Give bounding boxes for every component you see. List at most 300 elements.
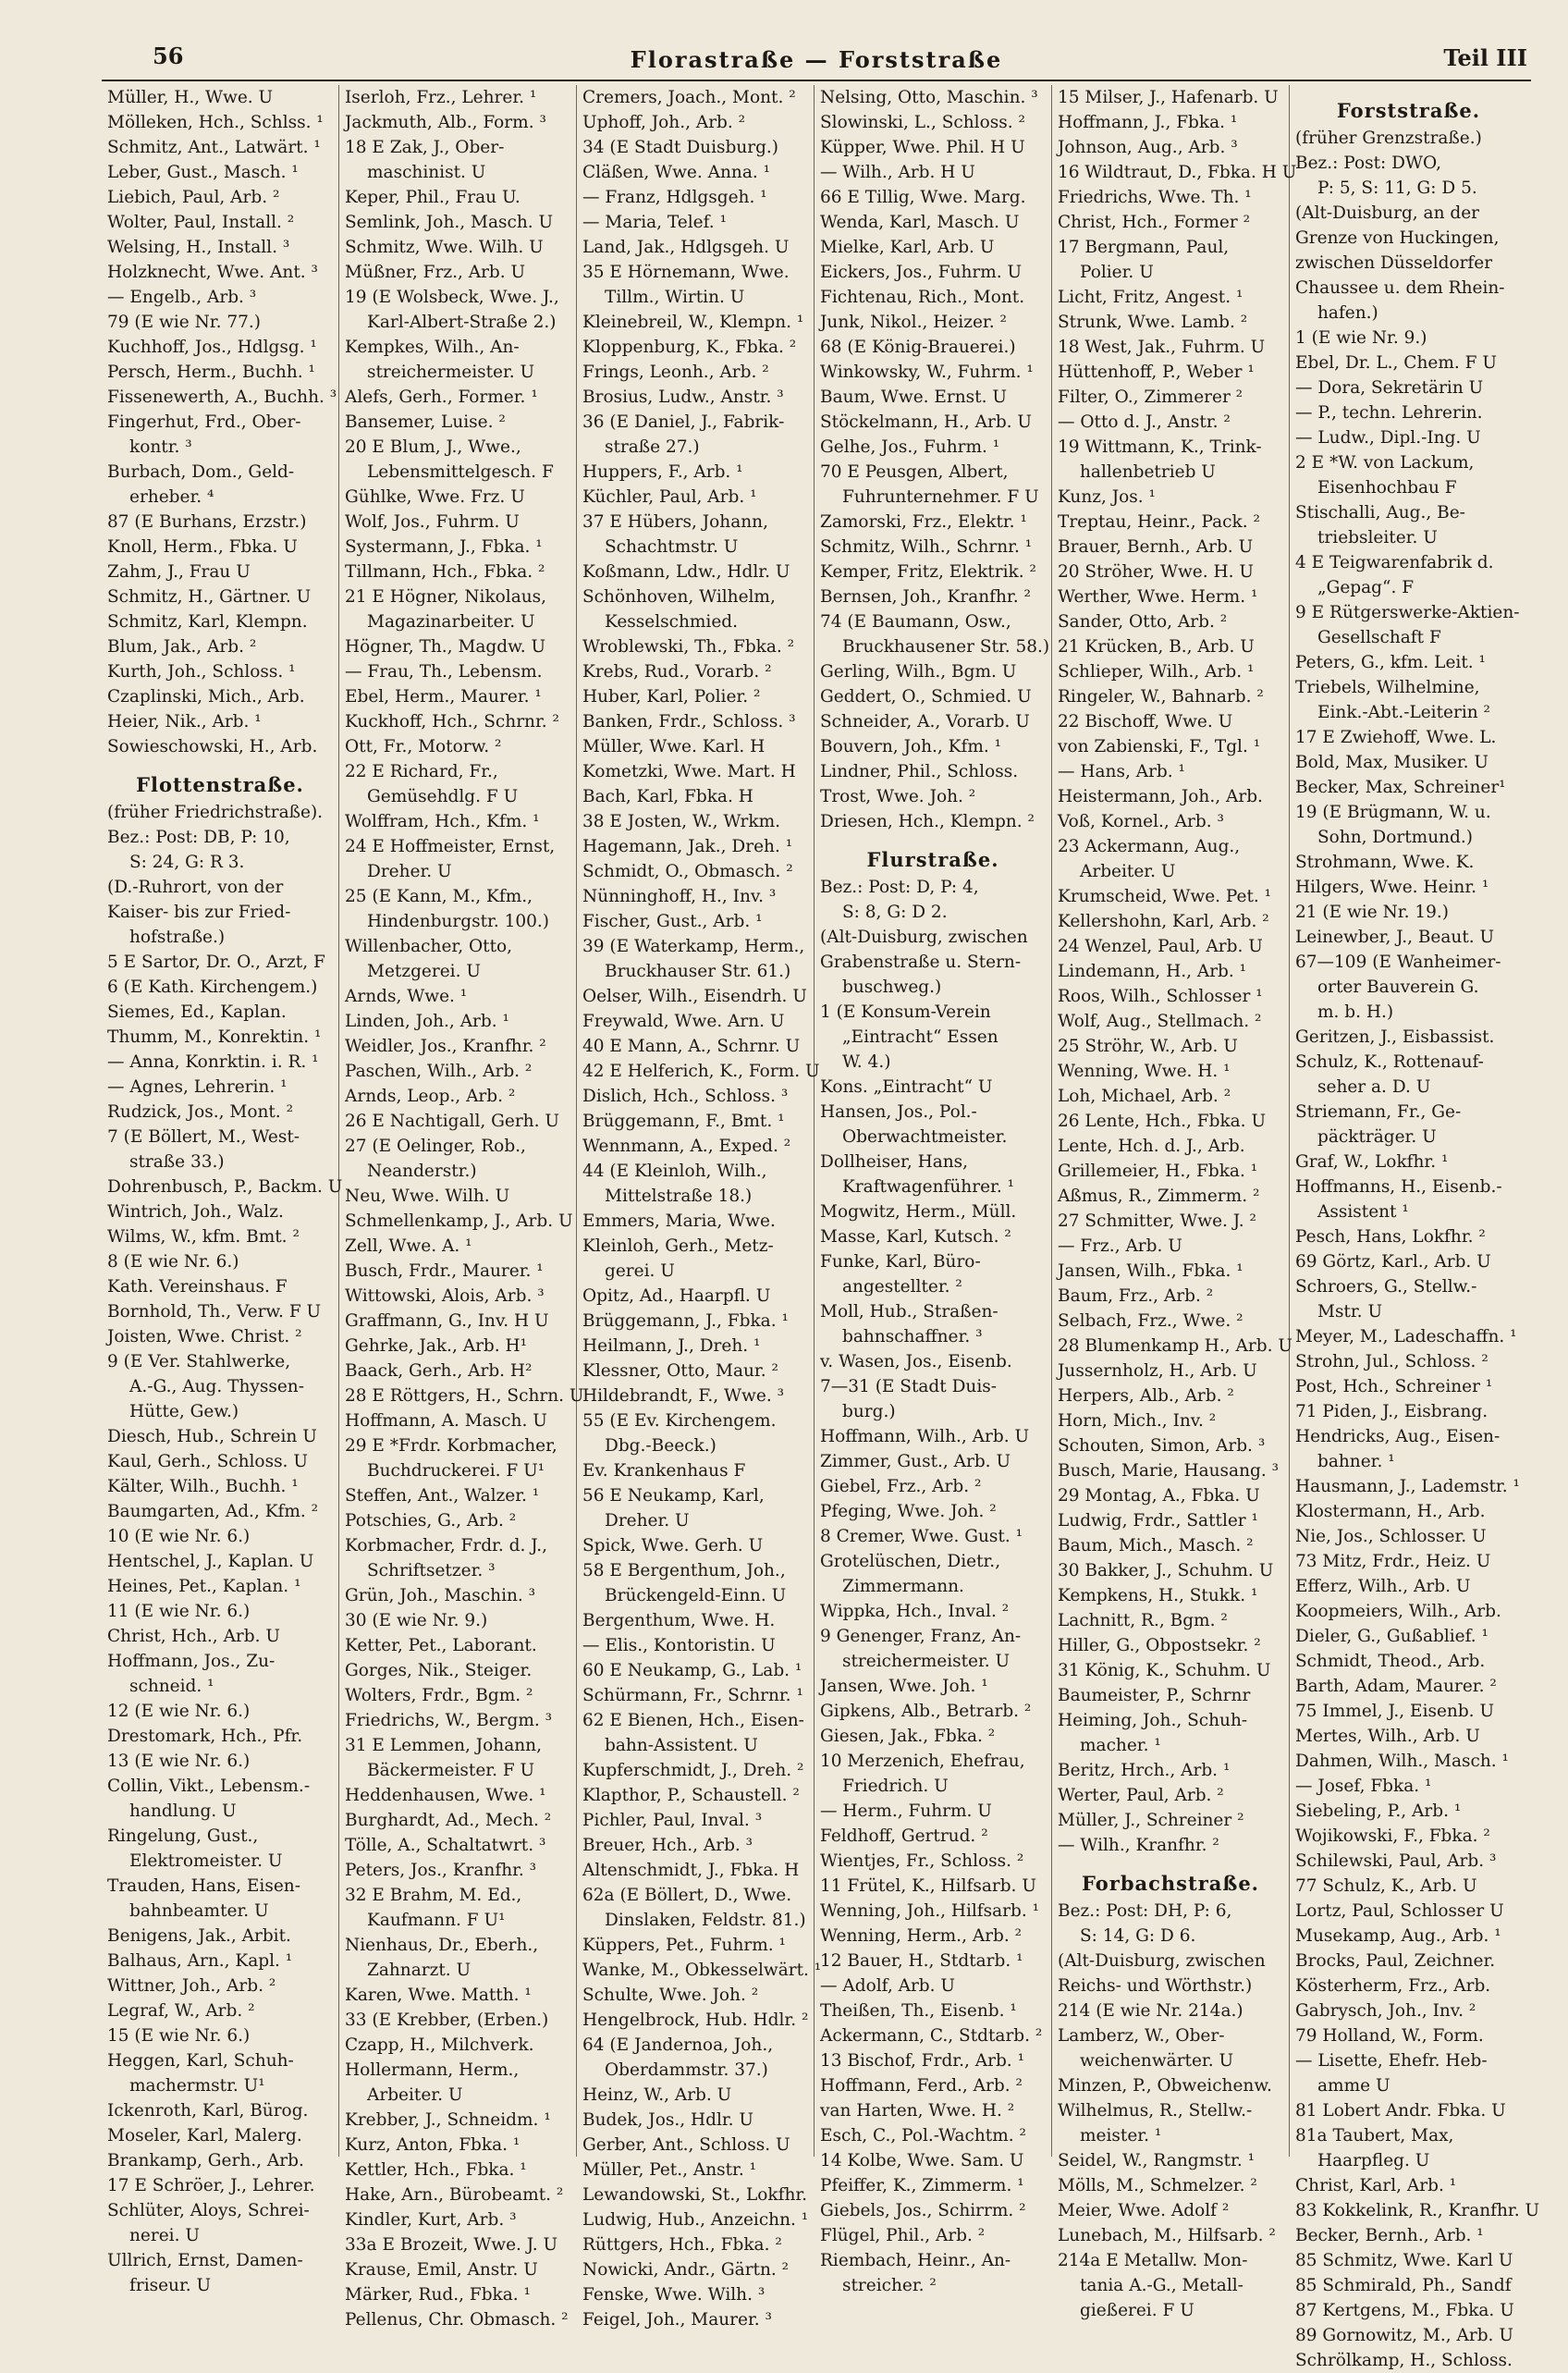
directory-entry: Gerling, Wilh., Bgm. U bbox=[820, 662, 1017, 682]
directory-entry: Fichtenau, Rich., Mont. bbox=[820, 288, 1025, 307]
directory-entry: Krause, Emil, Anstr. U bbox=[345, 2260, 538, 2280]
directory-entry: 1 (E wie Nr. 9.) bbox=[1295, 328, 1427, 348]
directory-entry: Högner, Th., Magdw. U bbox=[345, 637, 546, 657]
directory-entry: Hoffmann, Wilh., Arb. U bbox=[820, 1427, 1030, 1446]
directory-entry: Baumgarten, Ad., Kfm. ² bbox=[107, 1502, 319, 1521]
directory-entry: Brauer, Bernh., Arb. U bbox=[1058, 537, 1254, 557]
directory-entry: Emmers, Maria, Wwe. bbox=[582, 1211, 776, 1231]
directory-entry: Bez.: Post: DWO, bbox=[1295, 154, 1441, 173]
directory-entry: 85 Schmirald, Ph., Sandf bbox=[1295, 2276, 1512, 2295]
directory-entry: Tillmann, Hch., Fbka. ² bbox=[345, 562, 545, 582]
directory-entry: Brüggemann, J., Fbka. ¹ bbox=[582, 1311, 789, 1331]
directory-entry: Gesellschaft F bbox=[1317, 628, 1441, 647]
directory-entry: 16 Wildtraut, D., Fbka. H U bbox=[1058, 163, 1297, 182]
directory-entry: Elektromeister. U bbox=[129, 1851, 283, 1871]
street-heading: Flottenstraße. bbox=[136, 773, 304, 796]
directory-entry: Schilewski, Paul, Arb. ³ bbox=[1295, 1851, 1497, 1871]
directory-entry: 9 (E Ver. Stahlwerke, bbox=[107, 1352, 291, 1371]
directory-entry: Licht, Fritz, Angest. ¹ bbox=[1058, 288, 1243, 307]
directory-entry: — Engelb., Arb. ³ bbox=[107, 288, 257, 307]
directory-entry: Johnson, Aug., Arb. ³ bbox=[1058, 138, 1238, 157]
directory-entry: hafen.) bbox=[1317, 303, 1378, 323]
directory-entry: amme U bbox=[1317, 2076, 1390, 2096]
directory-entry: 8 Cremer, Wwe. Gust. ¹ bbox=[820, 1527, 1023, 1546]
directory-entry: Christ, Hch., Former ² bbox=[1058, 213, 1251, 232]
directory-entry: triebsleiter. U bbox=[1317, 528, 1438, 547]
directory-entry: Hoffmann, J., Fbka. ¹ bbox=[1058, 113, 1238, 132]
directory-entry: Dollheiser, Hans, bbox=[820, 1152, 969, 1172]
directory-entry: Persch, Herm., Buchh. ¹ bbox=[107, 363, 315, 382]
directory-entry: Müller, H., Wwe. U bbox=[107, 88, 274, 107]
directory-entry: — Wilh., Kranfhr. ² bbox=[1058, 1836, 1219, 1855]
directory-entry: Grotelüschen, Dietr., bbox=[820, 1552, 1001, 1571]
directory-entry: kontr. ³ bbox=[129, 437, 192, 457]
directory-entry: Feigel, Joh., Maurer. ³ bbox=[582, 2310, 772, 2330]
directory-entry: Ackermann, C., Stdtarb. ² bbox=[820, 2026, 1043, 2046]
directory-entry: Burbach, Dom., Geld- bbox=[107, 462, 295, 482]
directory-entry: Hüttenhoff, P., Weber ¹ bbox=[1058, 363, 1255, 382]
directory-entry: Schmitz, Ant., Latwärt. ¹ bbox=[107, 138, 321, 157]
directory-entry: Ickenroth, Karl, Bürog. bbox=[107, 2101, 309, 2121]
directory-entry: Lente, Hch. d. J., Arb. bbox=[1058, 1137, 1245, 1156]
directory-entry: Kempkens, H., Stukk. ¹ bbox=[1058, 1586, 1258, 1605]
directory-entry: Dreher. U bbox=[367, 862, 452, 881]
directory-entry: zwischen Düsseldorfer bbox=[1295, 253, 1493, 273]
directory-entry: Hoffmann, A. Masch. U bbox=[345, 1411, 547, 1431]
directory-entry: angestellter. ² bbox=[842, 1277, 962, 1297]
directory-entry: Schmitz, H., Gärtner. U bbox=[107, 587, 312, 607]
directory-entry: Fischer, Gust., Arb. ¹ bbox=[582, 912, 763, 931]
directory-entry: 20 Ströher, Wwe. H. U bbox=[1058, 562, 1254, 582]
directory-entry: Schroers, G., Stellw.- bbox=[1295, 1277, 1477, 1297]
directory-entry: Lewandowski, St., Lokfhr. bbox=[582, 2185, 808, 2205]
directory-entry: 24 E Hoffmeister, Ernst, bbox=[345, 837, 556, 856]
directory-entry: Becker, Max, Schreiner¹ bbox=[1295, 778, 1506, 797]
directory-entry: Esch, C., Pol.-Wachtm. ² bbox=[820, 2126, 1026, 2146]
directory-entry: streichermeister. U bbox=[367, 363, 535, 382]
directory-entry: Klostermann, H., Arb. bbox=[1295, 1502, 1486, 1521]
directory-entry: Semlink, Joh., Masch. U bbox=[345, 213, 554, 232]
directory-entry: 40 E Mann, A., Schrnr. U bbox=[582, 1037, 801, 1056]
directory-entry: 19 (E Wolsbeck, Wwe. J., bbox=[345, 288, 559, 307]
street-heading: Flurstraße. bbox=[866, 848, 999, 871]
directory-entry: Schachtmstr. U bbox=[605, 537, 739, 557]
directory-entry: Mölleken, Hch., Schlss. ¹ bbox=[107, 113, 324, 132]
directory-entry: Spick, Wwe. Gerh. U bbox=[582, 1536, 764, 1555]
directory-entry: Minzen, P., Obweichenw. bbox=[1058, 2076, 1272, 2096]
directory-entry: Ringelung, Gust., bbox=[107, 1826, 259, 1846]
directory-entry: Schulz, K., Rottenauf- bbox=[1295, 1052, 1484, 1072]
directory-columns bbox=[102, 85, 1540, 2370]
directory-entry: 62 E Bienen, Hch., Eisen- bbox=[582, 1711, 804, 1730]
directory-entry: Schouten, Simon, Arb. ³ bbox=[1058, 1436, 1266, 1456]
directory-entry: Assistent ¹ bbox=[1317, 1202, 1409, 1222]
directory-entry: Mölls, M., Schmelzer. ² bbox=[1058, 2176, 1257, 2195]
directory-entry: Jansen, Wwe. Joh. ¹ bbox=[820, 1677, 988, 1696]
directory-entry: A.-G., Aug. Thyssen- bbox=[129, 1377, 304, 1396]
directory-entry: Arnds, Wwe. ¹ bbox=[345, 987, 468, 1006]
directory-entry: Nelsing, Otto, Maschin. ³ bbox=[820, 88, 1038, 107]
directory-entry: Funke, Karl, Büro- bbox=[820, 1252, 981, 1272]
directory-entry: 39 (E Waterkamp, Herm., bbox=[582, 937, 805, 956]
directory-entry: Siebeling, P., Arb. ¹ bbox=[1295, 1801, 1462, 1821]
directory-entry: 58 E Bergenthum, Joh., bbox=[582, 1561, 786, 1580]
directory-entry: Pfeiffer, K., Zimmerm. ¹ bbox=[820, 2176, 1024, 2195]
directory-entry: Kloppenburg, K., Fbka. ² bbox=[582, 338, 797, 357]
directory-entry: Kuchhoff, Jos., Hdlgsg. ¹ bbox=[107, 338, 317, 357]
directory-entry: Keper, Phil., Frau U. bbox=[345, 188, 521, 207]
directory-entry: Heggen, Karl, Schuh- bbox=[107, 2051, 294, 2071]
directory-entry: 33a E Brozeit, Wwe. J. U bbox=[345, 2235, 558, 2255]
directory-entry: Systermann, J., Fbka. ¹ bbox=[345, 537, 543, 557]
directory-entry: — Agnes, Lehrerin. ¹ bbox=[107, 1077, 288, 1097]
directory-entry: tania A.-G., Metall- bbox=[1080, 2276, 1243, 2295]
directory-entry: 74 (E Baumann, Osw., bbox=[820, 612, 1011, 632]
directory-entry: Hoffmann, Ferd., Arb. ² bbox=[820, 2076, 1023, 2096]
directory-entry: Ludwig, Hub., Anzeichn. ¹ bbox=[582, 2210, 809, 2230]
directory-entry: Altenschmidt, J., Fbka. H bbox=[582, 1861, 800, 1880]
directory-entry: Hagemann, Jak., Dreh. ¹ bbox=[582, 837, 793, 856]
directory-entry: Joisten, Wwe. Christ. ² bbox=[107, 1327, 302, 1346]
directory-entry: Huppers, F., Arb. ¹ bbox=[582, 462, 743, 482]
directory-entry: Eink.-Abt.-Leiterin ² bbox=[1317, 703, 1490, 722]
directory-entry: Oberdammstr. 37.) bbox=[605, 2060, 768, 2080]
directory-entry: Barth, Adam, Maurer. ² bbox=[1295, 1677, 1497, 1696]
directory-entry: gerei. U bbox=[605, 1261, 675, 1281]
directory-entry: Schmitz, Wilh., Schrnr. ¹ bbox=[820, 537, 1033, 557]
directory-entry: Karl-Albert-Straße 2.) bbox=[367, 313, 557, 332]
directory-entry: 81 Lobert Andr. Fbka. U bbox=[1295, 2101, 1506, 2121]
directory-entry: Wolffram, Hch., Kfm. ¹ bbox=[345, 812, 540, 831]
directory-entry: Leinewber, J., Beaut. U bbox=[1295, 928, 1495, 947]
directory-entry: Hansen, Jos., Pol.- bbox=[820, 1102, 977, 1122]
directory-entry: 2 E *W. von Lackum, bbox=[1295, 453, 1475, 473]
directory-entry: 10 (E wie Nr. 6.) bbox=[107, 1527, 251, 1546]
directory-entry: Bornhold, Th., Verw. F U bbox=[107, 1302, 322, 1322]
directory-entry: Gehrke, Jak., Arb. H¹ bbox=[345, 1336, 528, 1356]
directory-entry: Baack, Gerh., Arb. H² bbox=[345, 1361, 533, 1381]
directory-entry: Brankamp, Gerh., Arb. bbox=[107, 2151, 304, 2170]
directory-entry: 5 E Sartor, Dr. O., Arzt, F bbox=[107, 953, 325, 972]
directory-entry: 73 Mitz, Frdr., Heiz. U bbox=[1295, 1552, 1491, 1571]
directory-entry: Schmidt, Theod., Arb. bbox=[1295, 1652, 1486, 1671]
directory-entry: Reichs- und Wörthstr.) bbox=[1058, 1976, 1253, 1996]
directory-entry: Zimmer, Gust., Arb. U bbox=[820, 1452, 1011, 1471]
directory-entry: machermstr. U¹ bbox=[129, 2076, 265, 2096]
directory-entry: — Otto d. J., Anstr. ² bbox=[1058, 412, 1231, 432]
directory-entry: von Zabienski, F., Tgl. ¹ bbox=[1058, 737, 1261, 756]
directory-entry: gießerei. F U bbox=[1080, 2301, 1194, 2320]
directory-entry: Gabrysch, Joh., Inv. ² bbox=[1295, 2001, 1476, 2021]
directory-entry: Iserloh, Frz., Lehrer. ¹ bbox=[345, 88, 537, 107]
column-4 bbox=[815, 85, 1052, 2295]
directory-entry: — Frau, Th., Lebensm. bbox=[345, 662, 543, 682]
directory-entry: 85 Schmitz, Wwe. Karl U bbox=[1295, 2251, 1513, 2270]
directory-entry: erheber. ⁴ bbox=[129, 487, 214, 507]
directory-entry: Ott, Fr., Motorw. ² bbox=[345, 737, 502, 756]
directory-entry: Eickers, Jos., Fuhrm. U bbox=[820, 263, 1023, 282]
directory-entry: 10 Merzenich, Ehefrau, bbox=[820, 1752, 1025, 1771]
directory-entry: straße 27.) bbox=[605, 437, 700, 457]
directory-entry: Wroblewski, Th., Fbka. ² bbox=[582, 637, 795, 657]
directory-entry: Filter, O., Zimmerer ² bbox=[1058, 387, 1243, 407]
directory-entry: 68 (E König-Brauerei.) bbox=[820, 338, 1016, 357]
directory-entry: — Maria, Telef. ¹ bbox=[582, 213, 727, 232]
directory-entry: 89 Gornowitz, M., Arb. U bbox=[1295, 2326, 1513, 2345]
column-1 bbox=[102, 85, 343, 2295]
directory-entry: W. 4.) bbox=[842, 1052, 891, 1072]
directory-entry: Wenning, Joh., Hilfsarb. ¹ bbox=[820, 1901, 1040, 1921]
directory-entry: 79 Holland, W., Form. bbox=[1295, 2026, 1484, 2046]
directory-entry: 19 Wittmann, K., Trink- bbox=[1058, 437, 1262, 457]
directory-entry: Grenze von Huckingen, bbox=[1295, 228, 1500, 248]
directory-entry: Stischalli, Aug., Be- bbox=[1295, 503, 1465, 523]
page-header bbox=[102, 35, 1531, 81]
directory-entry: S: 14, G: D 6. bbox=[1080, 1926, 1196, 1946]
directory-entry: Klapthor, P., Schaustell. ² bbox=[582, 1786, 800, 1805]
directory-entry: Buchdruckerei. F U¹ bbox=[367, 1461, 545, 1481]
directory-entry: Wenning, Herm., Arb. ² bbox=[820, 1926, 1023, 1946]
directory-entry: 26 Lente, Hch., Fbka. U bbox=[1058, 1112, 1267, 1131]
part-label: Teil III bbox=[1443, 44, 1527, 71]
directory-entry: Fingerhut, Frd., Ober- bbox=[107, 412, 301, 432]
directory-entry: 87 Kertgens, M., Fbka. U bbox=[1295, 2301, 1514, 2320]
directory-entry: Hake, Arn., Bürobeamt. ² bbox=[345, 2185, 564, 2205]
directory-entry: Hoffmanns, H., Eisenb.- bbox=[1295, 1177, 1502, 1197]
directory-entry: Kons. „Eintracht“ U bbox=[820, 1077, 993, 1097]
directory-entry: Jansen, Wilh., Fbka. ¹ bbox=[1058, 1261, 1243, 1281]
directory-entry: Oelser, Wilh., Eisendrh. U bbox=[582, 987, 807, 1006]
directory-entry: Werter, Paul, Arb. ² bbox=[1058, 1786, 1224, 1805]
directory-entry: Karen, Wwe. Matth. ¹ bbox=[345, 1986, 532, 2005]
directory-entry: Gühlke, Wwe. Frz. U bbox=[345, 487, 525, 507]
directory-entry: 60 E Neukamp, G., Lab. ¹ bbox=[582, 1661, 802, 1680]
directory-entry: 214 (E wie Nr. 214a.) bbox=[1058, 2001, 1243, 2021]
directory-entry: Magazinarbeiter. U bbox=[367, 612, 535, 632]
directory-entry: Pellenus, Chr. Obmasch. ² bbox=[345, 2310, 569, 2330]
directory-entry: Wilhelmus, R., Stellw.- bbox=[1058, 2101, 1253, 2121]
directory-entry: Pichler, Paul, Inval. ³ bbox=[582, 1811, 763, 1830]
directory-entry: Heines, Pet., Kaplan. ¹ bbox=[107, 1577, 301, 1596]
directory-entry: Balhaus, Arn., Kapl. ¹ bbox=[107, 1951, 293, 1971]
directory-entry: Nie, Jos., Schlosser. U bbox=[1295, 1527, 1487, 1546]
directory-entry: Schmitz, Wwe. Wilh. U bbox=[345, 238, 544, 257]
directory-entry: Neanderstr.) bbox=[367, 1162, 477, 1181]
directory-entry: Stöckelmann, H., Arb. U bbox=[820, 412, 1033, 432]
directory-entry: Wolf, Jos., Fuhrm. U bbox=[345, 512, 520, 532]
directory-entry: Lortz, Paul, Schlosser U bbox=[1295, 1901, 1504, 1921]
street-heading: Forststraße. bbox=[1336, 99, 1481, 122]
directory-entry: Cremers, Joach., Mont. ² bbox=[582, 88, 796, 107]
directory-entry: Baum, Mich., Masch. ² bbox=[1058, 1536, 1254, 1555]
directory-entry: Dislich, Hch., Schloss. ³ bbox=[582, 1087, 789, 1106]
directory-entry: Zahm, J., Frau U bbox=[107, 562, 251, 582]
directory-entry: Brocks, Paul, Zeichner. bbox=[1295, 1951, 1496, 1971]
directory-entry: Paschen, Wilh., Arb. ² bbox=[345, 1062, 533, 1081]
directory-entry: Bold, Max, Musiker. U bbox=[1295, 753, 1489, 772]
directory-entry: Czapp, H., Milchverk. bbox=[345, 2035, 534, 2055]
directory-entry: 28 E Röttgers, H., Schrn. U bbox=[345, 1386, 584, 1406]
directory-entry: Jackmuth, Alb., Form. ³ bbox=[345, 113, 546, 132]
directory-entry: — Herm., Fuhrm. U bbox=[820, 1801, 992, 1821]
directory-entry: Schlüter, Aloys, Schrei- bbox=[107, 2201, 310, 2220]
directory-entry: Junk, Nikol., Heizer. ² bbox=[820, 313, 1007, 332]
directory-entry: 214a E Metallw. Mon- bbox=[1058, 2251, 1248, 2270]
directory-entry: 27 Schmitter, Wwe. J. ² bbox=[1058, 1211, 1256, 1231]
directory-entry: Trost, Wwe. Joh. ² bbox=[820, 787, 976, 806]
directory-entry: Strohn, Jul., Schloss. ² bbox=[1295, 1352, 1488, 1371]
directory-entry: Welsing, H., Install. ³ bbox=[107, 238, 290, 257]
directory-entry: Nünninghoff, H., Inv. ³ bbox=[582, 887, 777, 906]
directory-entry: Graf, W., Lokfhr. ¹ bbox=[1295, 1152, 1449, 1172]
directory-entry: Rüttgers, Hch., Fbka. ² bbox=[582, 2235, 782, 2255]
directory-entry: Triebels, Wilhelmine, bbox=[1295, 678, 1480, 697]
directory-entry: Hiller, G., Obpostsekr. ² bbox=[1058, 1636, 1261, 1655]
directory-entry: 34 (E Stadt Duisburg.) bbox=[582, 138, 779, 157]
directory-entry: 8 (E wie Nr. 6.) bbox=[107, 1252, 239, 1272]
directory-entry: Peters, Jos., Kranfhr. ³ bbox=[345, 1861, 537, 1880]
directory-entry: Giebel, Frz., Arb. ² bbox=[820, 1477, 982, 1496]
page-title: Florastraße — Forststraße bbox=[630, 46, 1003, 73]
directory-entry: Wilms, W., kfm. Bmt. ² bbox=[107, 1227, 300, 1247]
directory-entry: Dreher. U bbox=[605, 1511, 690, 1531]
directory-entry: Collin, Vikt., Lebensm.- bbox=[107, 1777, 311, 1796]
directory-entry: Wennmann, A., Exped. ² bbox=[582, 1137, 791, 1156]
directory-entry: P: 5, S: 11, G: D 5. bbox=[1317, 178, 1477, 198]
directory-entry: Schriftsetzer. ³ bbox=[367, 1561, 496, 1580]
directory-entry: 7—31 (E Stadt Duis- bbox=[820, 1377, 997, 1396]
directory-entry: Brosius, Ludw., Anstr. ³ bbox=[582, 387, 784, 407]
directory-entry: 24 Wenzel, Paul, Arb. U bbox=[1058, 937, 1263, 956]
directory-entry: Nowicki, Andr., Gärtn. ² bbox=[582, 2260, 790, 2280]
directory-entry: Christ, Karl, Arb. ¹ bbox=[1295, 2176, 1457, 2195]
directory-entry: S: 8, G: D 2. bbox=[842, 903, 948, 922]
directory-entry: Hütte, Gew.) bbox=[129, 1402, 239, 1421]
directory-entry: Zimmermann. bbox=[842, 1577, 964, 1596]
directory-entry: Kindler, Kurt, Arb. ³ bbox=[345, 2210, 517, 2230]
directory-entry: Becker, Bernh., Arb. ¹ bbox=[1295, 2226, 1484, 2245]
directory-entry: Voß, Kornel., Arb. ³ bbox=[1058, 812, 1224, 831]
directory-entry: Heinz, W., Arb. U bbox=[582, 2085, 732, 2105]
directory-entry: Lebensmittelgesch. F bbox=[367, 462, 554, 482]
directory-entry: 1 (E Konsum-Verein bbox=[820, 1002, 991, 1022]
directory-entry: Brüggemann, F., Bmt. ¹ bbox=[582, 1112, 785, 1131]
directory-entry: Ullrich, Ernst, Damen- bbox=[107, 2251, 303, 2270]
directory-entry: — Frz., Arb. U bbox=[1058, 1236, 1182, 1256]
directory-entry: Bansemer, Luise. ² bbox=[345, 412, 506, 432]
directory-entry: Müller, Wwe. Karl. H bbox=[582, 737, 766, 756]
directory-entry: 38 E Josten, W., Wrkm. bbox=[582, 812, 780, 831]
directory-entry: (Alt-Duisburg, an der bbox=[1295, 203, 1480, 223]
directory-entry: Wittowski, Alois, Arb. ³ bbox=[345, 1286, 545, 1306]
directory-entry: hallenbetrieb U bbox=[1080, 462, 1216, 482]
directory-entry: Kraftwagenführer. ¹ bbox=[842, 1177, 1015, 1197]
directory-entry: Riembach, Heinr., An- bbox=[820, 2251, 1011, 2270]
directory-entry: Gerber, Ant., Schloss. U bbox=[582, 2135, 790, 2155]
directory-entry: Baum, Frz., Arb. ² bbox=[1058, 1286, 1214, 1306]
directory-entry: Schlieper, Wilh., Arb. ¹ bbox=[1058, 662, 1255, 682]
directory-entry: 31 König, K., Schuhm. U bbox=[1058, 1661, 1271, 1680]
directory-entry: Wenda, Karl, Masch. U bbox=[820, 213, 1020, 232]
directory-entry: van Harten, Wwe. H. ² bbox=[820, 2101, 1015, 2121]
directory-entry: 75 Immel, J., Eisenb. U bbox=[1295, 1702, 1495, 1721]
directory-entry: — Hans, Arb. ¹ bbox=[1058, 762, 1185, 781]
directory-entry: Koßmann, Ldw., Hdlr. U bbox=[582, 562, 790, 582]
directory-entry: Hindenburgstr. 100.) bbox=[367, 912, 550, 931]
directory-entry: Bruckhausener Str. 58.) bbox=[842, 637, 1050, 657]
directory-entry: Kunz, Jos. ¹ bbox=[1058, 487, 1156, 507]
directory-entry: 31 E Lemmen, Johann, bbox=[345, 1736, 542, 1755]
directory-entry: Hausmann, J., Lademstr. ¹ bbox=[1295, 1477, 1520, 1496]
directory-entry: Dieler, G., Gußablief. ¹ bbox=[1295, 1627, 1488, 1646]
directory-entry: Wojikowski, F., Fbka. ² bbox=[1295, 1826, 1490, 1846]
page-number: 56 bbox=[153, 43, 184, 69]
directory-entry: Kellershohn, Karl, Arb. ² bbox=[1058, 912, 1269, 931]
directory-entry: Heiming, Joh., Schuh- bbox=[1058, 1711, 1248, 1730]
directory-entry: Wittner, Joh., Arb. ² bbox=[107, 1976, 276, 1996]
directory-entry: 36 (E Daniel, J., Fabrik- bbox=[582, 412, 785, 432]
directory-entry: Küpper, Wwe. Phil. H U bbox=[820, 138, 1025, 157]
directory-entry: 18 E Zak, J., Ober- bbox=[345, 138, 505, 157]
directory-entry: Schönhoven, Wilhelm, bbox=[582, 587, 776, 607]
directory-entry: Ebel, Herm., Maurer. ¹ bbox=[345, 687, 542, 707]
directory-entry: 62a (E Böllert, D., Wwe. bbox=[582, 1886, 792, 1905]
directory-entry: 4 E Teigwarenfabrik d. bbox=[1295, 553, 1494, 572]
directory-entry: Kupferschmidt, J., Dreh. ² bbox=[582, 1761, 804, 1780]
directory-entry: Ev. Krankenhaus F bbox=[582, 1461, 746, 1481]
directory-entry: Uphoff, Joh., Arb. ² bbox=[582, 113, 746, 132]
directory-entry: — Anna, Konrktin. i. R. ¹ bbox=[107, 1052, 319, 1072]
directory-entry: Bergenthum, Wwe. H. bbox=[582, 1611, 776, 1630]
directory-entry: Dinslaken, Feldstr. 81.) bbox=[605, 1911, 806, 1930]
directory-entry: Slowinski, L., Schloss. ² bbox=[820, 113, 1025, 132]
directory-entry: 55 (E Ev. Kirchengem. bbox=[582, 1411, 777, 1431]
directory-entry: Tillm., Wirtin. U bbox=[605, 288, 745, 307]
directory-entry: 37 E Hübers, Johann, bbox=[582, 512, 768, 532]
directory-entry: Zahnarzt. U bbox=[367, 1961, 472, 1980]
directory-entry: Blum, Jak., Arb. ² bbox=[107, 637, 257, 657]
directory-entry: maschinist. U bbox=[367, 163, 486, 182]
directory-entry: 12 (E wie Nr. 6.) bbox=[107, 1702, 251, 1721]
directory-entry: Sander, Otto, Arb. ² bbox=[1058, 612, 1228, 632]
directory-entry: Bernsen, Joh., Kranfhr. ² bbox=[820, 587, 1031, 607]
directory-entry: Legraf, W., Arb. ² bbox=[107, 2001, 255, 2021]
directory-entry: Kaiser- bis zur Fried- bbox=[107, 903, 291, 922]
directory-entry: 81a Taubert, Max, bbox=[1295, 2126, 1454, 2146]
directory-entry: Heddenhausen, Wwe. ¹ bbox=[345, 1786, 546, 1805]
directory-entry: Kösterherm, Frz., Arb. bbox=[1295, 1976, 1491, 1996]
directory-entry: Wolf, Aug., Stellmach. ² bbox=[1058, 1012, 1262, 1031]
directory-entry: Selbach, Frz., Wwe. ² bbox=[1058, 1311, 1243, 1331]
directory-entry: Aßmus, R., Zimmerm. ² bbox=[1058, 1186, 1260, 1206]
directory-entry: Moll, Hub., Straßen- bbox=[820, 1302, 998, 1322]
directory-entry: 21 (E wie Nr. 19.) bbox=[1295, 903, 1450, 922]
directory-entry: Benigens, Jak., Arbit. bbox=[107, 1926, 291, 1946]
directory-entry: Frings, Leonh., Arb. ² bbox=[582, 363, 769, 382]
directory-entry: Ebel, Dr. L., Chem. F U bbox=[1295, 353, 1497, 373]
directory-entry: Leber, Gust., Masch. ¹ bbox=[107, 163, 299, 182]
directory-entry: 83 Kokkelink, R., Kranfhr. U bbox=[1295, 2201, 1540, 2220]
directory-entry: Trauden, Hans, Eisen- bbox=[107, 1876, 300, 1896]
directory-entry: Kleinloh, Gerh., Metz- bbox=[582, 1236, 774, 1256]
directory-entry: Wippka, Hch., Inval. ² bbox=[820, 1602, 1010, 1621]
directory-entry: Rudzick, Jos., Mont. ² bbox=[107, 1102, 293, 1122]
directory-entry: Eisenhochbau F bbox=[1317, 478, 1457, 498]
directory-entry: Dahmen, Wilh., Masch. ¹ bbox=[1295, 1752, 1509, 1771]
directory-entry: Fenske, Wwe. Wilh. ³ bbox=[582, 2285, 766, 2305]
directory-entry: Nienhaus, Dr., Eberh., bbox=[345, 1936, 539, 1955]
directory-entry: 25 (E Kann, M., Kfm., bbox=[345, 887, 533, 906]
